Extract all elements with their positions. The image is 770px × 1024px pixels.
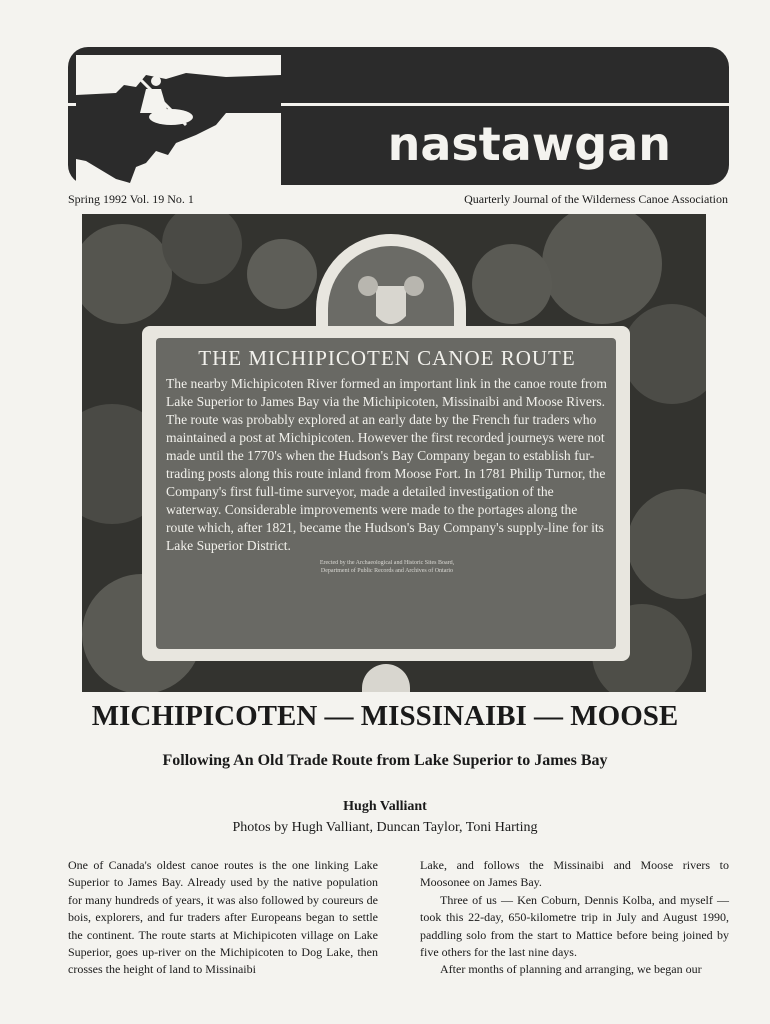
issue-info: Spring 1992 Vol. 19 No. 1 [68, 192, 194, 206]
author-byline: Hugh Valliant [343, 799, 427, 814]
journal-title: nastawgan [387, 117, 671, 171]
plaque-face [156, 338, 616, 649]
journal-tagline: Quarterly Journal of the Wilderness Canoe Association [464, 192, 728, 206]
article-paragraph: After months of planning and arranging, we began our [440, 962, 702, 977]
plaque-title: THE MICHIPICOTEN CANOE ROUTE [198, 346, 576, 370]
article-column-left [68, 857, 378, 979]
article-paragraph: Three of us — Ken Coburn, Dennis Kolba, and myself — took this 22-day, 650-kilometre trip in July and August 1990, paddling solo from the start to Mattice before being joined by five others for the last nine days. [420, 892, 729, 960]
article-headline: MICHIPICOTEN — MISSINAIBI — MOOSE [91, 700, 679, 732]
masthead-banner [68, 47, 729, 185]
photo-credit: Photos by Hugh Valliant, Duncan Taylor, Toni Harting [232, 820, 538, 835]
canoeist-logo [76, 55, 281, 195]
plaque-credit-line: Erected by the Archaeological and Historic Sites Board, [319, 560, 455, 566]
plaque-text: The nearby Michipicoten River formed an important link in the canoe route from Lake Superior to James Bay via the Michipicoten, Missinaibi and Moose Rivers. The route was probably explored at an early date by the French fur traders who maintained a post at Michipicoten. However the first recorded journeys were not made until the 1770's when the Hudson's Bay Company began to establish fur-trading posts along this route inland from Moose Fort. In 1781 Philip Turnor, the Company's first full-time surveyor, made a detailed investigation of the waterway. Considerable improvements were made to the portages along the route which, after 1821, became the Hudson's Bay Company's supply-line for its Lake Superior District. [166, 376, 607, 553]
plaque-credit [166, 559, 608, 575]
article-paragraph: One of Canada's oldest canoe routes is the one linking Lake Superior to James Bay. Already used by the native population for many hundreds of years, it was also followed by coureurs de bois, explorers, and fur traders after Europeans began to settle the continent. The route starts at Michipicoten village on Lake Superior, goes up-river on the Michipicoten to Dog Lake, then crosses the height of land to Missinaibi [68, 858, 378, 977]
article-column-right [420, 857, 729, 979]
article-paragraph: Lake, and follows the Missinaibi and Moose rivers to Moosonee on James Bay. [420, 858, 729, 890]
plaque-credit-line: Department of Public Records and Archives of Ontario [320, 568, 454, 574]
cover-photo [82, 214, 706, 692]
article-subheadline: Following An Old Trade Route from Lake Superior to James Bay [162, 752, 608, 769]
historic-plaque [142, 326, 630, 661]
